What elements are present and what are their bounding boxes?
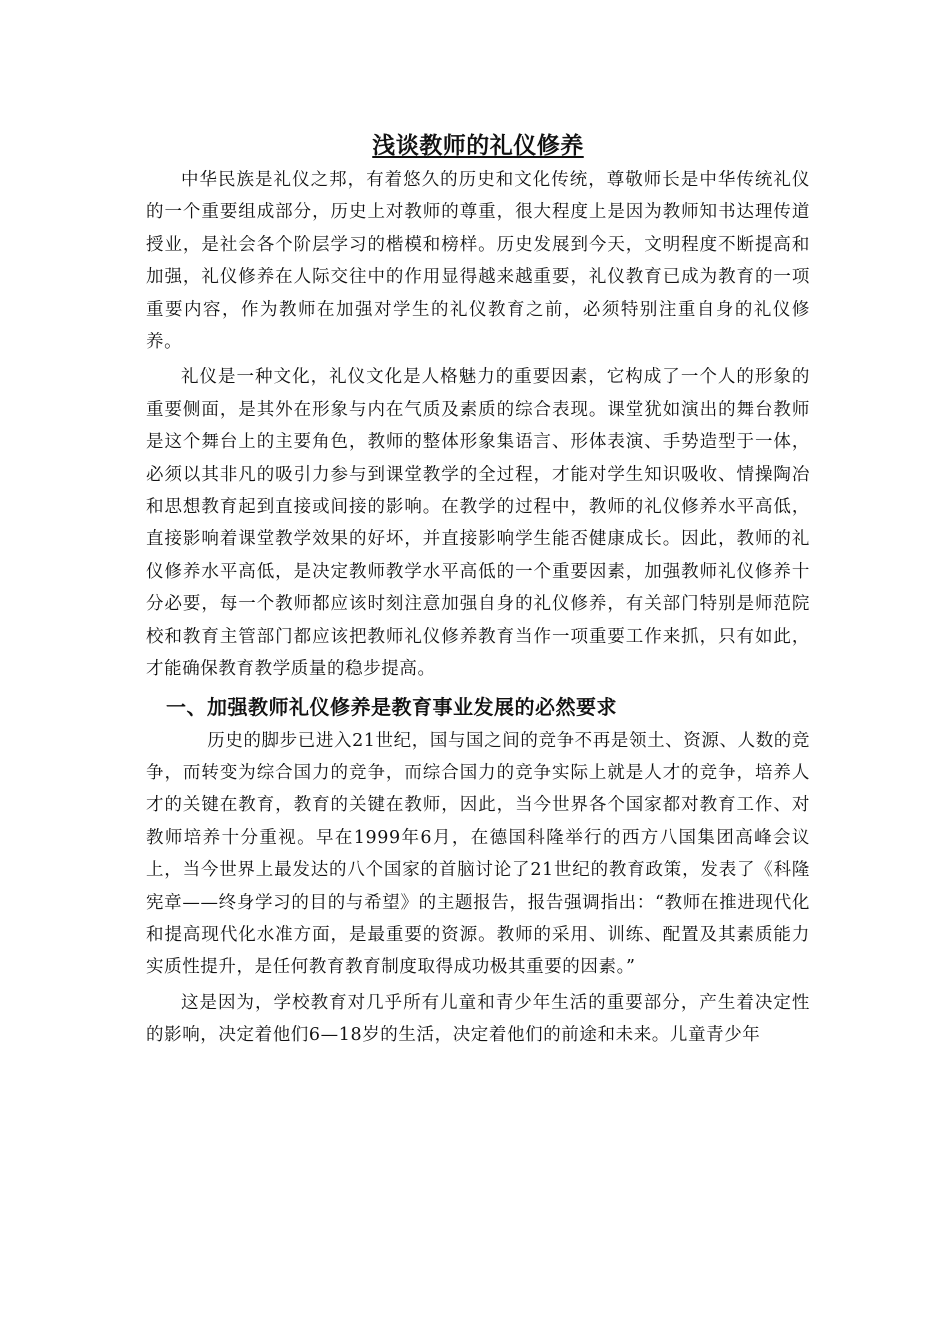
section-paragraph-1: 历史的脚步已进入21世纪，国与国之间的竞争不再是领土、资源、人数的竞争，而转变为综合国力的竞争，而综合国力的竞争实际上就是人才的竞争，培养人才的关键在教育，教育的关键在教师，因此，当今世界各个国家都对教育工作、对教师培养十分重视。早在1999年6月，在德国科隆举行的西方八国集团高峰会议上，当今世界上最发达的八个国家的首脑讨论了21世纪的教育政策，发表了《科隆宪章——终身学习的目的与希望》的主题报告，报告强调指出：“教师在推进现代化和提高现代化水准方面，是最重要的资源。教师的采用、训练、配置及其素质能力实质性提升，是任何教育教育制度取得成功极其重要的因素。” xyxy=(146,730,810,978)
intro-paragraph-1: 中华民族是礼仪之邦，有着悠久的历史和文化传统，尊敬师长是中华传统礼仪的一个重要组成部分，历史上对教师的尊重，很大程度上是因为教师知书达理传道授业，是社会各个阶层学习的楷模和榜样。历史发展到今天，文明程度不断提高和加强，礼仪修养在人际交往中的作用显得越来越重要，礼仪教育已成为教育的一项重要内容，作为教师在加强对学生的礼仪教育之前，必须特别注重自身的礼仪修养。 xyxy=(146,170,810,353)
document-body xyxy=(146,128,810,1055)
section-heading: 一、加强教师礼仪修养是教育事业发展的必然要求 xyxy=(166,694,617,719)
intro-paragraph-2: 礼仪是一种文化，礼仪文化是人格魅力的重要因素，它构成了一个人的形象的重要侧面，是其外在形象与内在气质及素质的综合表现。课堂犹如演出的舞台教师是这个舞台上的主要角色，教师的整体形象集语言、形体表演、手势造型于一体，必须以其非凡的吸引力参与到课堂教学的全过程，才能对学生知识吸收、情操陶冶和思想教育起到直接或间接的影响。在教学的过程中，教师的礼仪修养水平高低，直接影响着课堂教学效果的好坏，并直接影响学生能否健康成长。因此，教师的礼仪修养水平高低，是决定教师教学水平高低的一个重要因素，加强教师礼仪修养十分必要，每一个教师都应该时刻注意加强自身的礼仪修养，有关部门特别是师范院校和教育主管部门都应该把教师礼仪修养教育当作一项重要工作来抓，只有如此，才能确保教育教学质量的稳步提高。 xyxy=(146,367,810,680)
section-paragraph-2: 这是因为，学校教育对几乎所有儿童和青少年生活的重要部分，产生着决定性的影响，决定着他们6—18岁的生活，决定着他们的前途和未来。儿童青少年 xyxy=(146,992,810,1046)
document-title: 浅谈教师的礼仪修养 xyxy=(372,133,584,159)
